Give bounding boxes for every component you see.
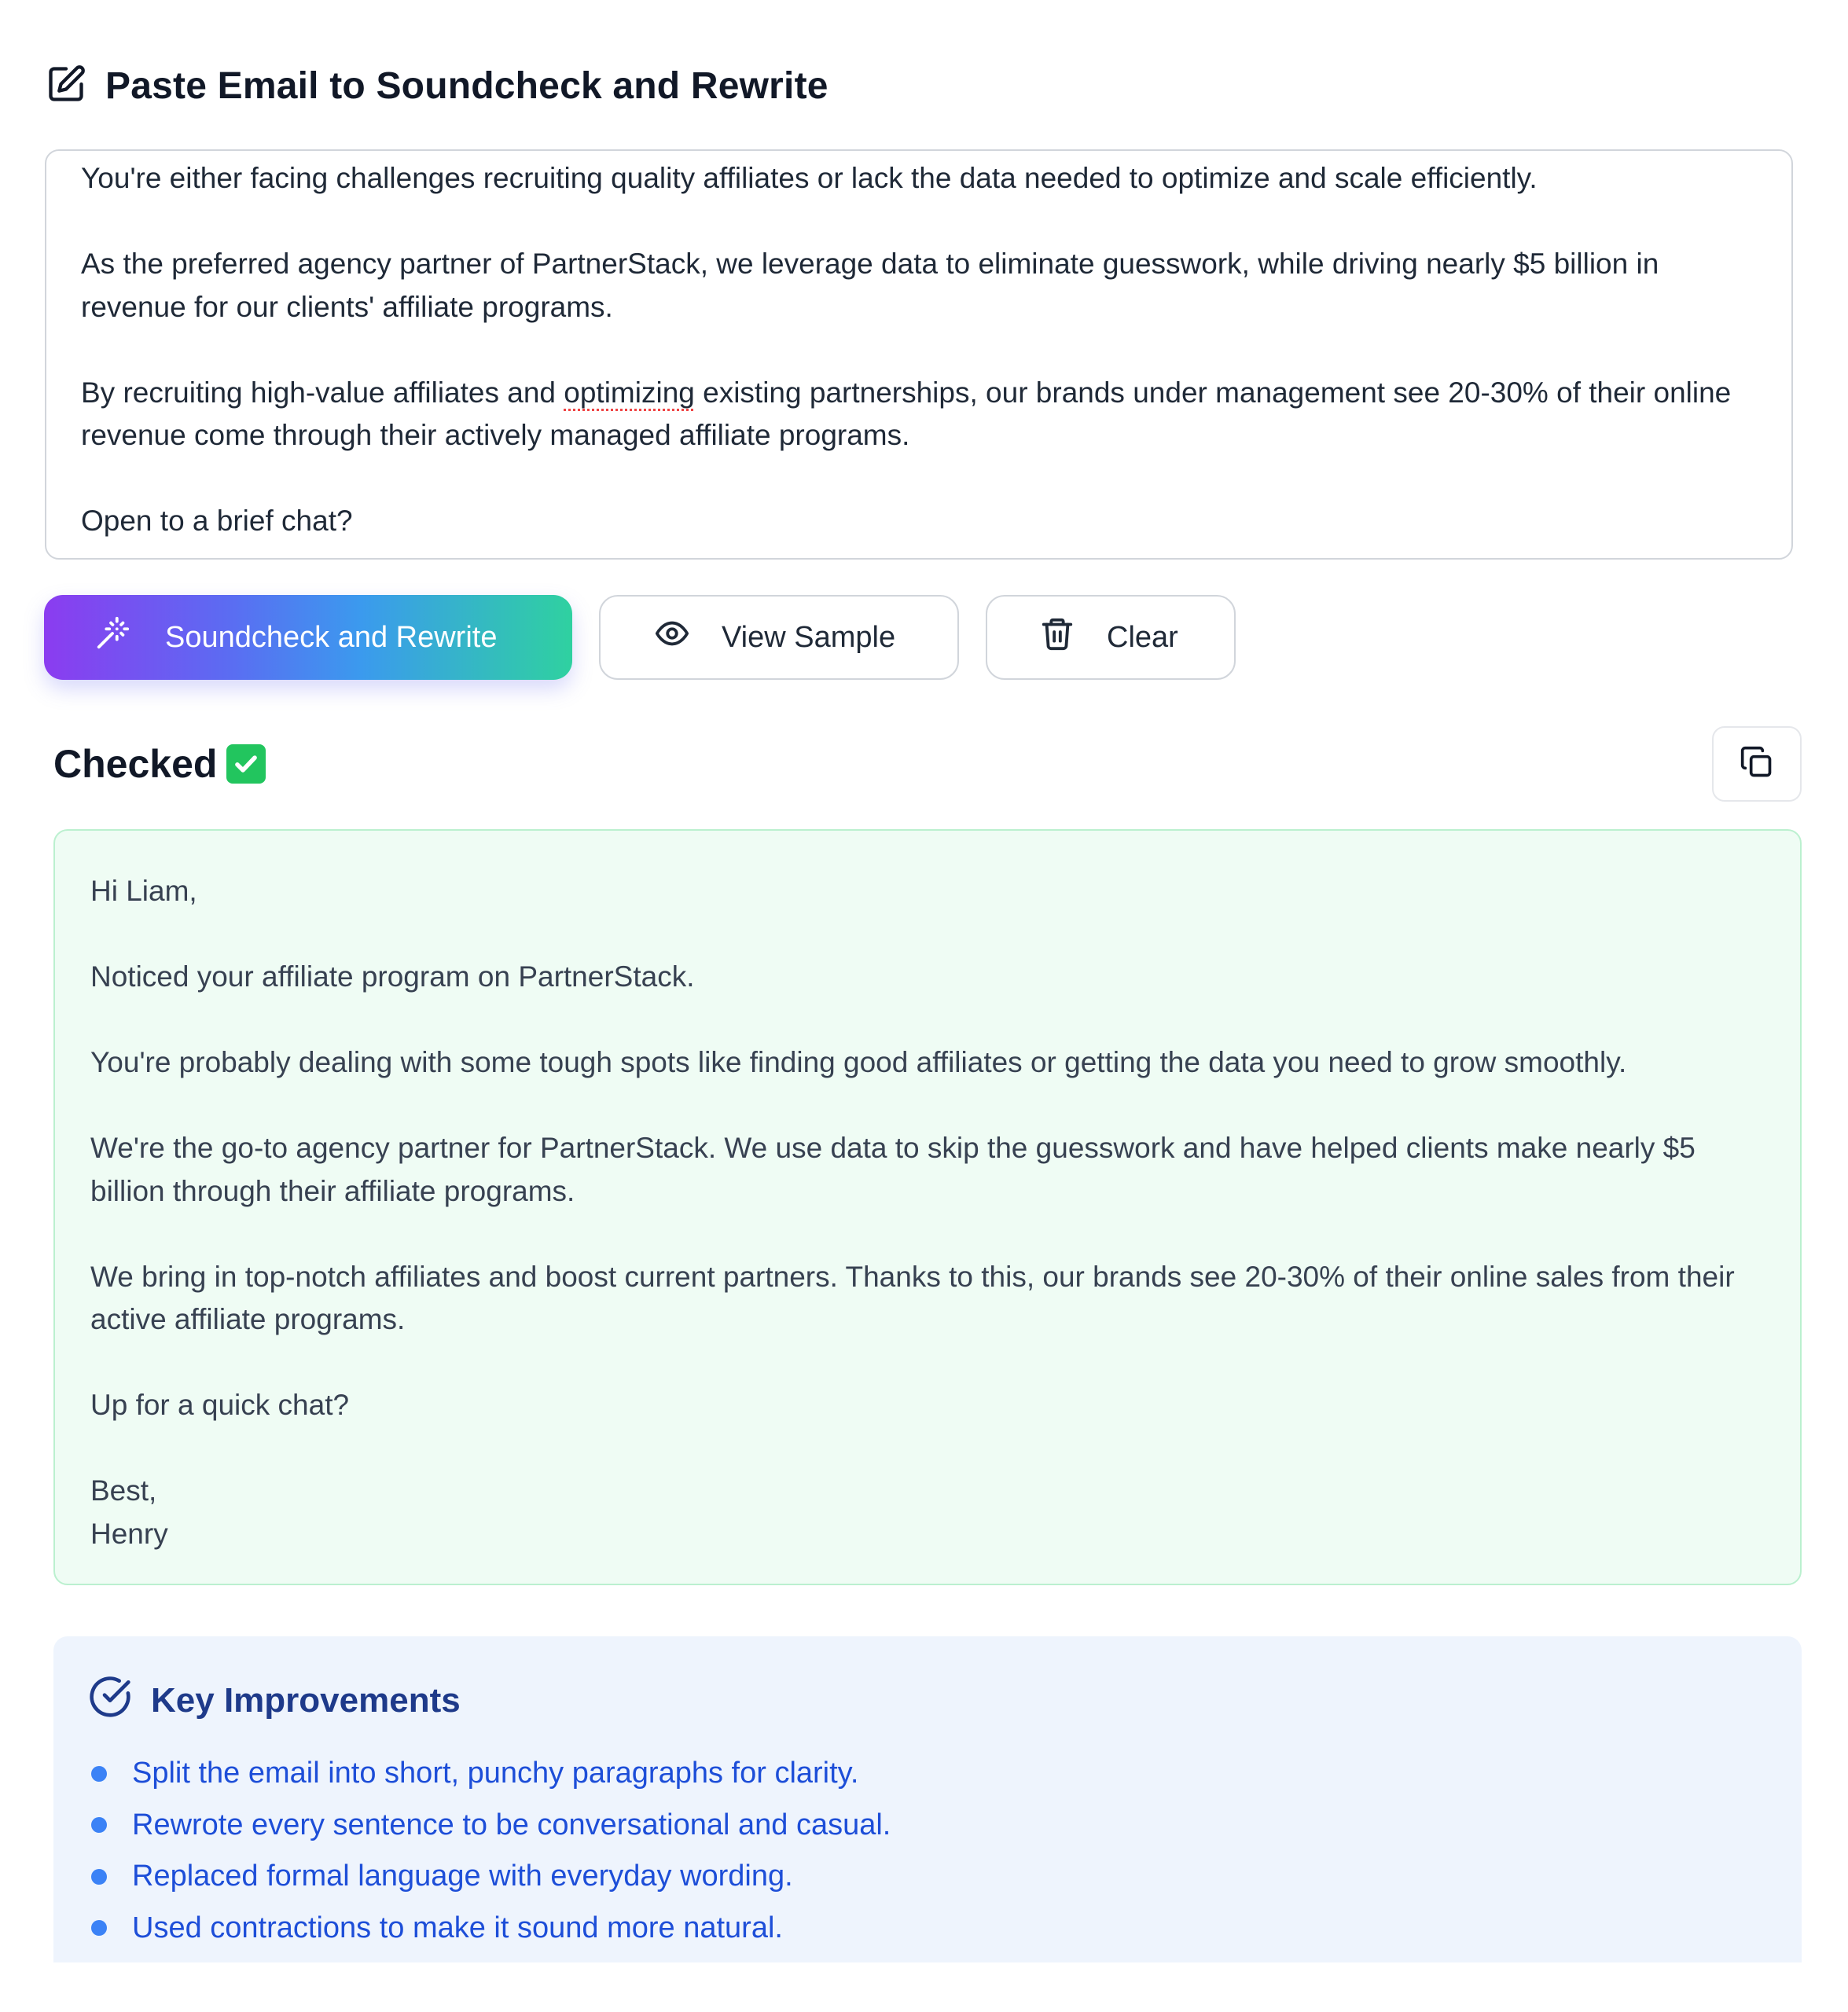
output-paragraph: Noticed your affiliate program on PartnerStack. xyxy=(90,960,695,993)
input-paragraph-2: As the preferred agency partner of PartnerStack, we leverage data to eliminate guesswork, while driving nearly $5 billion in revenue for our clients' affiliate programs. xyxy=(81,248,1659,323)
output-paragraph: Hi Liam, xyxy=(90,875,197,907)
view-sample-button[interactable] xyxy=(599,595,959,680)
input-paragraph-4: Open to a brief chat? xyxy=(81,505,353,537)
input-paragraph-3 xyxy=(81,372,1757,457)
output-paragraph: You're probably dealing with some tough spots like finding good affiliates or getting the data you need to grow smoothly. xyxy=(90,1046,1627,1078)
improvement-text: Split the email into short, punchy paragraphs for clarity. xyxy=(132,1757,859,1790)
key-improvements-heading xyxy=(88,1677,1767,1724)
list-item xyxy=(88,1748,1767,1800)
improvement-text: Used contractions to make it sound more natural. xyxy=(132,1911,783,1944)
key-improvements-title: Key Improvements xyxy=(151,1681,461,1720)
key-improvements-panel xyxy=(53,1636,1802,1962)
list-item xyxy=(88,1851,1767,1903)
input-paragraph-1: You're either facing challenges recruiting quality affiliates or lack the data needed to optimize and scale efficiently. xyxy=(81,162,1538,194)
result-heading xyxy=(53,740,266,788)
misspelled-word[interactable]: optimizing xyxy=(564,376,695,409)
input-paragraph-3-start: By recruiting high-value affiliates and xyxy=(81,376,564,409)
copy-button[interactable] xyxy=(1712,726,1802,802)
signature-name: Henry xyxy=(90,1517,168,1550)
output-paragraph: Up for a quick chat? xyxy=(90,1389,350,1421)
email-input[interactable] xyxy=(45,149,1793,560)
output-signoff xyxy=(90,1470,1765,1555)
soundcheck-rewrite-button[interactable] xyxy=(44,595,572,680)
list-item xyxy=(88,1903,1767,1955)
bullet-icon xyxy=(91,1766,107,1782)
view-sample-label: View Sample xyxy=(722,620,896,654)
input-paragraph-3-end: existing partnerships, our brands under management see 20-30% of their online revenue come through their actively managed affiliate programs. xyxy=(81,376,1732,451)
soundcheck-rewrite-label: Soundcheck and Rewrite xyxy=(165,620,498,654)
improvement-text: Replaced formal language with everyday wording. xyxy=(132,1860,793,1893)
trash-icon xyxy=(1039,615,1075,659)
edit-icon xyxy=(46,64,86,108)
bullet-icon xyxy=(91,1869,107,1885)
bullet-icon xyxy=(91,1920,107,1936)
result-title: Checked xyxy=(53,742,218,786)
eye-icon xyxy=(654,615,690,659)
improvement-text: Rewrote every sentence to be conversational and casual. xyxy=(132,1808,891,1841)
clear-button[interactable] xyxy=(986,595,1236,680)
magic-wand-icon xyxy=(94,615,130,659)
check-circle-icon xyxy=(88,1675,132,1727)
improvements-list xyxy=(88,1748,1767,1954)
output-paragraph: We bring in top-notch affiliates and boost current partners. Thanks to this, our brands see 20-30% of their online sales from their active affiliate programs. xyxy=(90,1260,1735,1335)
page-title: Paste Email to Soundcheck and Rewrite xyxy=(105,64,828,107)
signoff-line: Best, xyxy=(90,1474,157,1507)
check-mark-icon xyxy=(226,744,266,784)
bullet-icon xyxy=(91,1817,107,1833)
output-paragraph: We're the go-to agency partner for PartnerStack. We use data to skip the guesswork and have helped clients make nearly $5 billion through their affiliate programs. xyxy=(90,1132,1696,1207)
rewritten-email[interactable] xyxy=(53,829,1802,1585)
panel-header xyxy=(46,61,828,110)
clear-label: Clear xyxy=(1107,620,1178,654)
list-item xyxy=(88,1800,1767,1852)
copy-icon xyxy=(1740,745,1774,784)
